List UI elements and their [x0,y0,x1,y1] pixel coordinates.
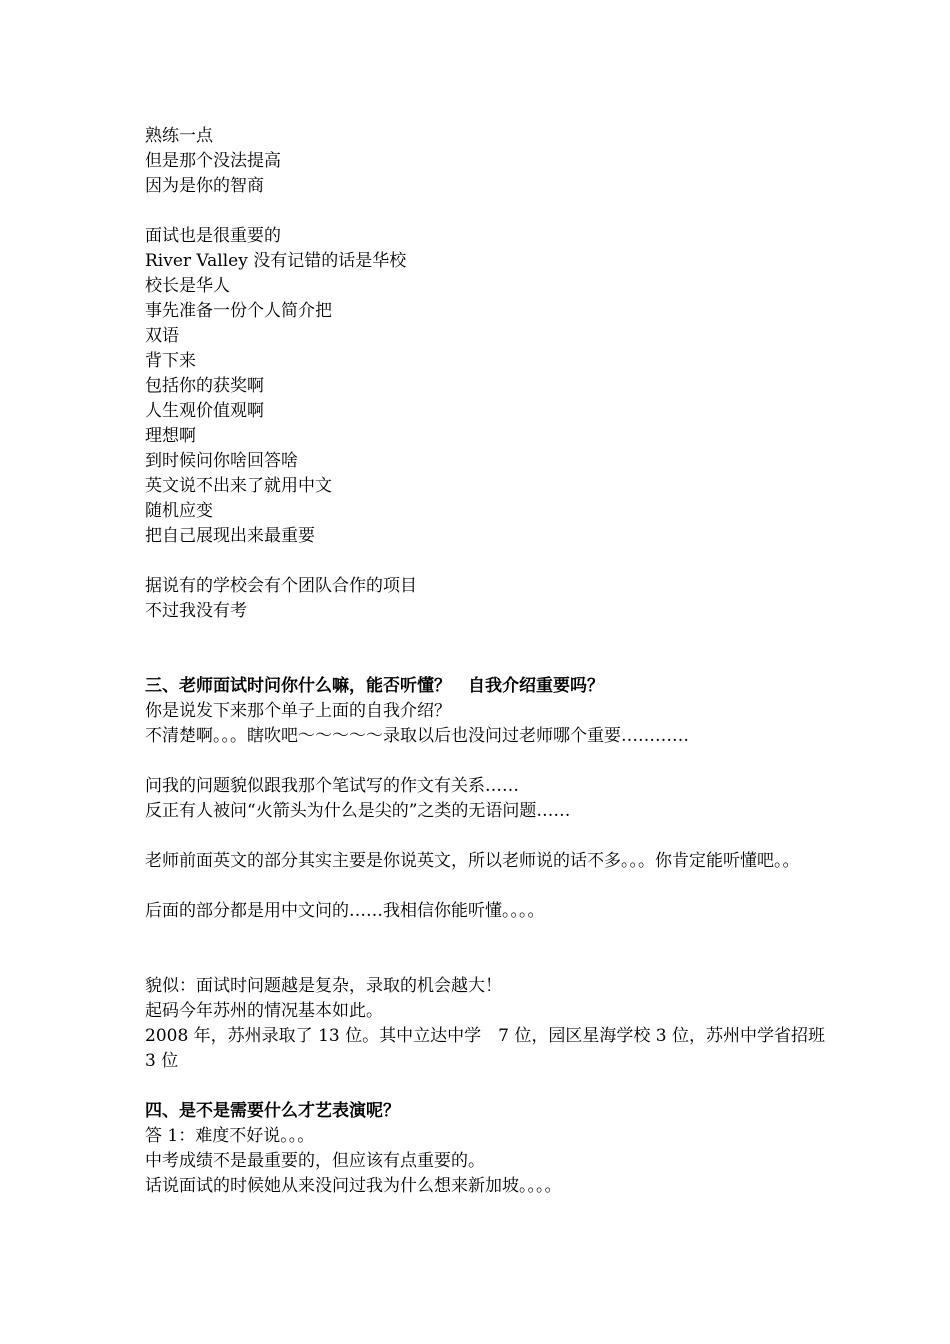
text-line: 但是那个没法提高 [145,151,281,171]
blank-line [145,749,825,774]
text-line: 2008 年，苏州录取了 13 位。其中立达中学 7 位，园区星海学校 3 位，苏州中学省招班 3 位 [145,1026,825,1071]
text-line: 英文说不出来了就用中文 [145,476,332,496]
text-line: 背下来 [145,351,196,371]
blank-line [145,924,825,949]
text-line: 熟练一点 [145,126,213,146]
text-line: 校长是华人 [145,276,230,296]
text-line: 人生观价值观啊 [145,401,264,421]
text-line: 因为是你的智商 [145,176,264,196]
blank-line [145,874,825,899]
text-line: 理想啊 [145,426,196,446]
text-line: 不过我没有考 [145,601,247,621]
text-line: 据说有的学校会有个团队合作的项目 [145,576,417,596]
blank-line [145,1074,825,1099]
document-body [145,124,825,1199]
text-line: 面试也是很重要的 [145,226,281,246]
text-line: 起码今年苏州的情况基本如此。 [145,1001,383,1021]
text-line: River Valley 没有记错的话是华校 [145,251,407,271]
text-line: 双语 [145,326,179,346]
blank-line [145,949,825,974]
text-line: 答 1：难度不好说。。。 [145,1126,315,1146]
text-line: 到时候问你啥回答啥 [145,451,298,471]
text-line: 问我的问题貌似跟我那个笔试写的作文有关系…… [145,776,519,796]
section-heading-4: 四、是不是需要什么才艺表演呢？ [145,1101,400,1121]
text-line: 后面的部分都是用中文问的……我相信你能听懂。。。。 [145,901,545,921]
text-line: 把自己展现出来最重要 [145,526,315,546]
section-heading-3: 三、老师面试时问你什么嘛，能否听懂？ 自我介绍重要吗？ [145,676,604,696]
text-line: 不清楚啊。。。瞎吹吧～～～～～录取以后也没问过老师哪个重要………… [145,726,689,746]
text-line: 随机应变 [145,501,213,521]
blank-line [145,824,825,849]
text-line: 中考成绩不是最重要的，但应该有点重要的。 [145,1151,485,1171]
text-line: 话说面试的时候她从来没问过我为什么想来新加坡。。。。 [145,1176,562,1196]
text-line: 你是说发下来那个单子上面的自我介绍？ [145,701,451,721]
text-line: 包括你的获奖啊 [145,376,264,396]
blank-line [145,624,825,649]
blank-line [145,649,825,674]
text-line: 事先准备一份个人简介把 [145,301,332,321]
blank-line [145,549,825,574]
text-line: 老师前面英文的部分其实主要是你说英文，所以老师说的话不多。。。你肯定能听懂吧。。 [145,851,800,871]
text-line: 貌似：面试时问题越是复杂，录取的机会越大！ [145,976,502,996]
blank-line [145,199,825,224]
text-line: 反正有人被问“火箭头为什么是尖的”之类的无语问题…… [145,801,571,821]
